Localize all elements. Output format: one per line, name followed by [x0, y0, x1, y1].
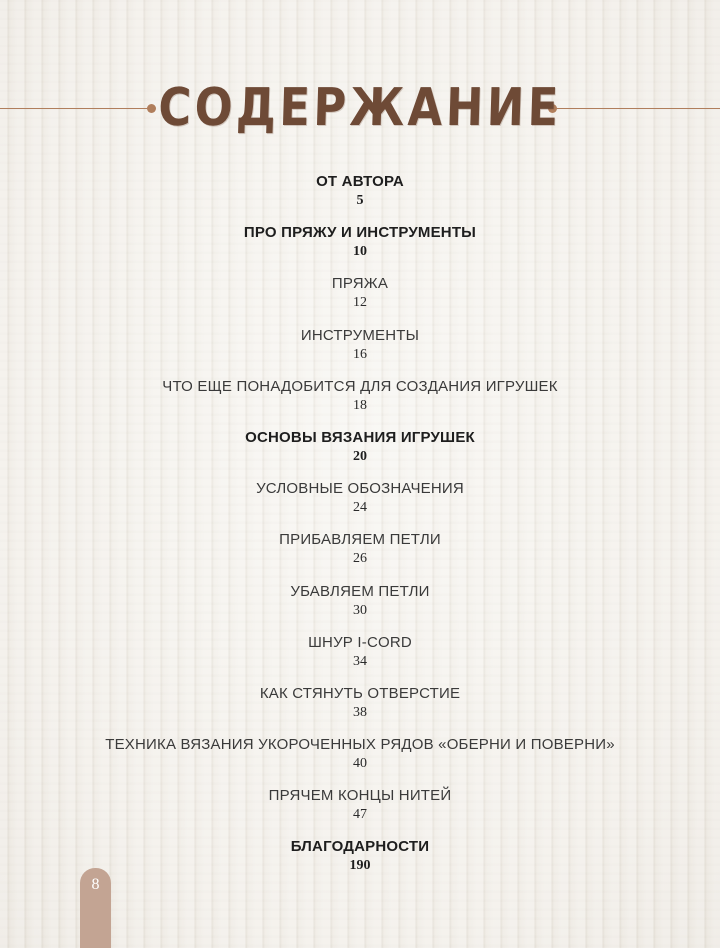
- toc-entry-page: 34: [353, 653, 367, 669]
- toc-entry[interactable]: [0, 378, 720, 429]
- toc-entry-label: ПРО ПРЯЖУ И ИНСТРУМЕНТЫ: [243, 224, 477, 242]
- toc-entry-page: 24: [353, 500, 367, 516]
- toc-entry-page: 190: [349, 858, 371, 874]
- toc-entry-page: 18: [353, 397, 367, 413]
- toc-entry[interactable]: [0, 275, 720, 326]
- toc-entry-label: ТЕХНИКА ВЯЗАНИЯ УКОРОЧЕННЫХ РЯДОВ «ОБЕРНИ И ПОВЕРНИ»: [105, 736, 615, 754]
- toc-entry[interactable]: [0, 327, 720, 378]
- toc-entry-page: 16: [353, 346, 367, 362]
- toc-entry-label: ПРИБАВЛЯЕМ ПЕТЛИ: [279, 531, 441, 549]
- toc-entry-page: 26: [353, 551, 367, 567]
- toc-entry-label: КАК СТЯНУТЬ ОТВЕРСТИЕ: [259, 684, 461, 702]
- toc-entry-label: ПРЯЧЕМ КОНЦЫ НИТЕЙ: [268, 787, 452, 805]
- toc-entry-label: ЧТО ЕЩЕ ПОНАДОБИТСЯ ДЛЯ СОЗДАНИЯ ИГРУШЕК: [162, 377, 558, 395]
- toc-entry[interactable]: [0, 583, 720, 634]
- toc-entry-page: 5: [356, 193, 364, 208]
- page-number: 8: [91, 876, 100, 893]
- toc-entry[interactable]: [0, 685, 720, 736]
- toc-entry-label: ПРЯЖА: [331, 275, 389, 293]
- toc-entry-page: 20: [353, 448, 367, 464]
- toc-entry-label: УБАВЛЯЕМ ПЕТЛИ: [290, 582, 430, 600]
- page-title: СОДЕРЖАНИЕ: [157, 78, 563, 138]
- toc-entry[interactable]: [0, 634, 720, 685]
- toc-entry-label: УСЛОВНЫЕ ОБОЗНАЧЕНИЯ: [256, 480, 464, 498]
- toc-entry[interactable]: [0, 173, 720, 224]
- toc-entry-label: ШНУР I-CORD: [308, 633, 412, 651]
- toc-entry-page: 12: [353, 295, 367, 311]
- toc-entry[interactable]: [0, 429, 720, 480]
- toc-entry-label: ОСНОВЫ ВЯЗАНИЯ ИГРУШЕК: [245, 428, 475, 446]
- toc-entry[interactable]: [0, 787, 720, 838]
- toc-entry-page: 40: [353, 756, 367, 772]
- toc-entry[interactable]: [0, 224, 720, 275]
- toc-entry-label: ОТ АВТОРА: [316, 173, 404, 190]
- toc-entry[interactable]: [0, 531, 720, 582]
- table-of-contents: [0, 173, 720, 890]
- toc-entry[interactable]: [0, 480, 720, 531]
- toc-entry-label: ИНСТРУМЕНТЫ: [300, 326, 420, 344]
- toc-entry-page: 47: [353, 807, 367, 823]
- toc-entry-page: 38: [353, 704, 367, 720]
- page-number-tab: [80, 868, 111, 948]
- toc-entry[interactable]: [0, 736, 720, 787]
- toc-entry-page: 10: [353, 244, 367, 260]
- toc-entry-label: БЛАГОДАРНОСТИ: [290, 838, 430, 856]
- toc-entry-page: 30: [353, 602, 367, 618]
